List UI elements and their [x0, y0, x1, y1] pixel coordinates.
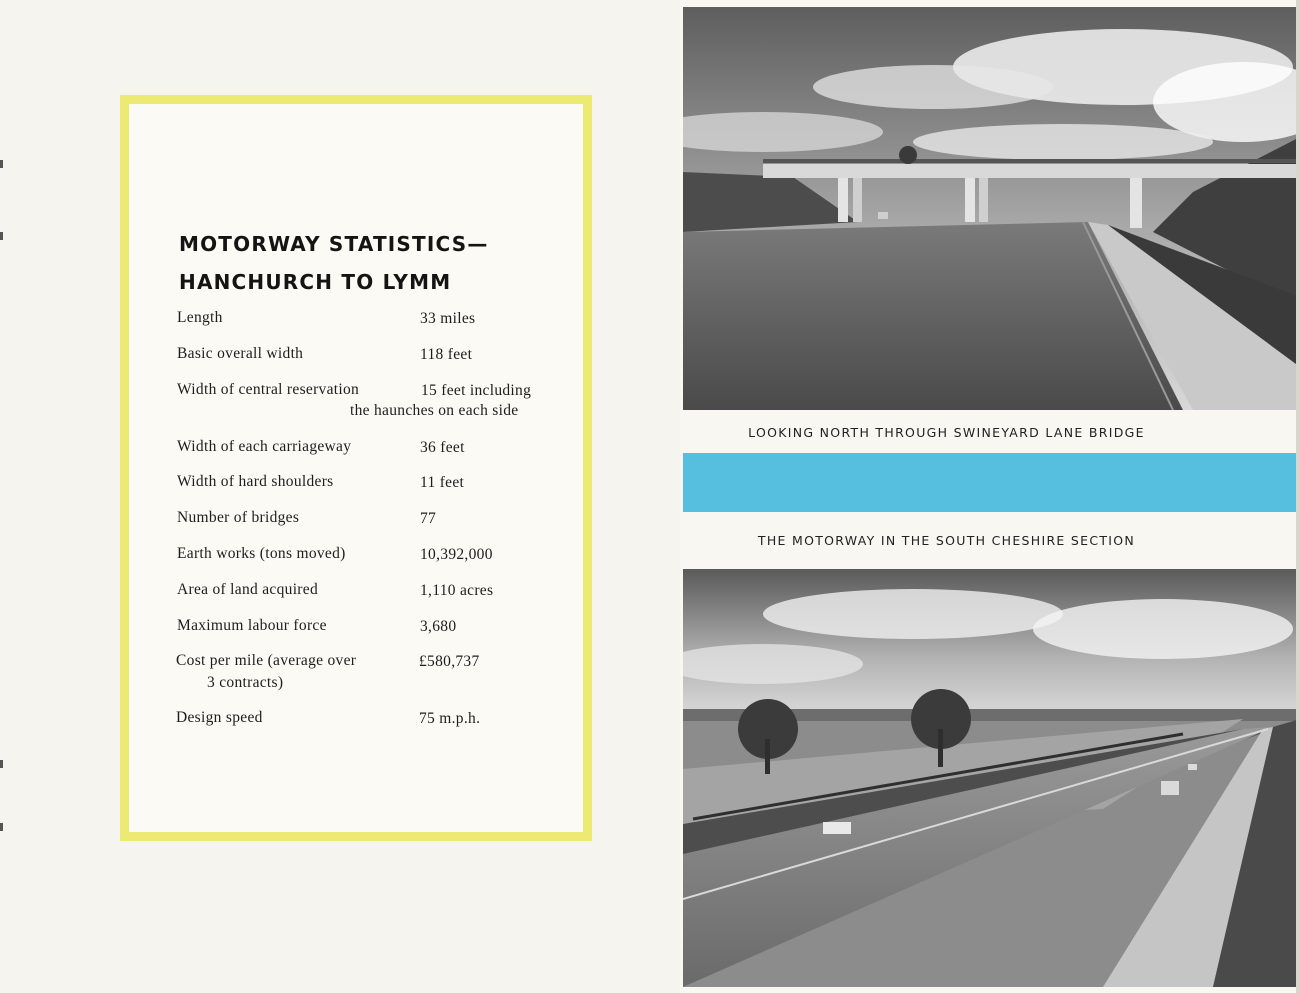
stat-label: Width of each carriageway — [177, 438, 352, 455]
photo-south-cheshire-section — [683, 569, 1300, 987]
statistics-frame — [120, 95, 592, 841]
stat-label: Width of central reservation — [177, 381, 360, 398]
blue-band — [683, 453, 1300, 512]
stat-value: £580,737 — [419, 653, 480, 670]
stat-label: Design speed — [176, 709, 263, 726]
stat-value: 10,392,000 — [420, 546, 493, 563]
bridge-photo-illustration — [683, 7, 1300, 410]
stat-value: 1,110 acres — [420, 582, 494, 599]
stat-label: Cost per mile (average over — [176, 652, 357, 669]
stat-label: Maximum labour force — [177, 617, 327, 634]
stat-label: Width of hard shoulders — [177, 473, 334, 490]
stat-value: 77 — [420, 510, 437, 527]
stat-value: 118 feet — [420, 346, 473, 363]
stat-value: 3,680 — [420, 618, 457, 635]
stat-value: 11 feet — [420, 474, 465, 491]
caption-top-photo: LOOKING NORTH THROUGH SWINEYARD LANE BRIDGE — [748, 425, 1145, 440]
title-line-2: HANCHURCH TO LYMM — [179, 270, 452, 294]
stat-label: Basic overall width — [177, 345, 304, 362]
stat-label: Earth works (tons moved) — [177, 545, 346, 562]
stat-value: 36 feet — [420, 439, 465, 456]
stat-label: Length — [177, 309, 223, 326]
stat-value: 75 m.p.h. — [419, 710, 481, 727]
statistics-table — [129, 104, 583, 832]
title-line-1: MOTORWAY STATISTICS— — [179, 232, 489, 256]
stat-value-continuation: the haunches on each side — [350, 402, 519, 419]
stat-value: 15 feet including — [421, 382, 532, 399]
page-edge — [1296, 0, 1300, 993]
stat-label: Area of land acquired — [177, 581, 318, 598]
caption-bottom-photo: THE MOTORWAY IN THE SOUTH CHESHIRE SECTION — [757, 533, 1136, 548]
stat-label-continuation: 3 contracts) — [207, 674, 284, 691]
photo-swineyard-lane-bridge — [683, 7, 1300, 410]
stat-label: Number of bridges — [177, 509, 300, 526]
motorway-photo-illustration — [683, 569, 1300, 987]
stat-value: 33 miles — [420, 310, 476, 327]
